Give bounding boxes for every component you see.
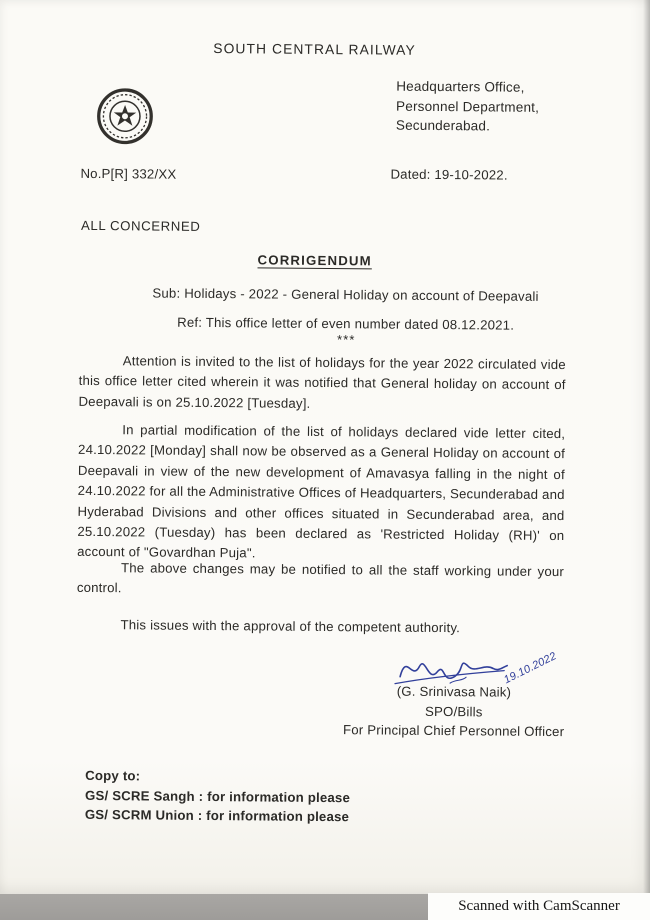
copy-to-label: Copy to: (85, 767, 141, 784)
office-address-line: Personnel Department, (396, 98, 540, 115)
signatory-block (334, 681, 575, 742)
reference-line: Ref: This office letter of even number dated 08.12.2021. (177, 314, 515, 333)
signatory-designation: SPO/Bills (424, 703, 483, 719)
corrigendum-heading (0, 250, 632, 271)
separator-stars: *** (336, 332, 356, 348)
railway-emblem-logo (95, 86, 156, 147)
office-address-line: Headquarters Office, (396, 78, 525, 95)
paragraph-3: The above changes may be notified to all the staff working under your control. (76, 560, 565, 596)
signatory-capacity: For Principal Chief Personnel Officer (342, 722, 565, 740)
letter-title: SOUTH CENTRAL RAILWAY (213, 41, 416, 58)
copy-to-item: GS/ SCRE Sangh : for information please (84, 787, 351, 805)
office-address (396, 77, 540, 137)
signatory-name: (G. Srinivasa Naik) (396, 683, 512, 700)
signature-date: 19.10.2022 (502, 650, 559, 687)
copy-to-block (85, 766, 351, 827)
office-address-line: Secunderabad. (395, 117, 491, 134)
paragraph-2: In partial modification of the list of holidays declared vide letter cited, 24.10.2022 [Monday] shall now be observed as a General Holiday on account of Deepavali in view of the new development of Amavasya falling in the night of 24.10.2022 for all the Administrative Offices of Headquarters, Secunderabad and Hyderabad Divisions and other offices situated in Secunderabad area, and 25.10.2022 (Tuesday) has been declared as 'Restricted Holiday (RH)' on account of "Govardhan Puja". (77, 422, 566, 561)
paragraph-4: This issues with the approval of the competent authority. (120, 617, 461, 636)
paragraph-1: Attention is invited to the list of holidays for the year 2022 circulated vide this office letter cited wherein it was notified that General holiday on account of Deepavali is on 25.10.2022 [Tuesday]. (78, 353, 566, 411)
camscanner-credit-text: Scanned with CamScanner (458, 898, 620, 914)
addressee: ALL CONCERNED (80, 217, 201, 234)
letter-date: Dated: 19-10-2022. (390, 166, 508, 183)
reference-number: No.P[R] 332/XX (80, 165, 177, 182)
corrigendum-heading-text: CORRIGENDUM (257, 252, 372, 269)
camscanner-credit (428, 893, 650, 920)
copy-to-item: GS/ SCRM Union : for information please (84, 806, 350, 825)
subject-line: Sub: Holidays - 2022 - General Holiday on account of Deepavali (152, 285, 539, 304)
